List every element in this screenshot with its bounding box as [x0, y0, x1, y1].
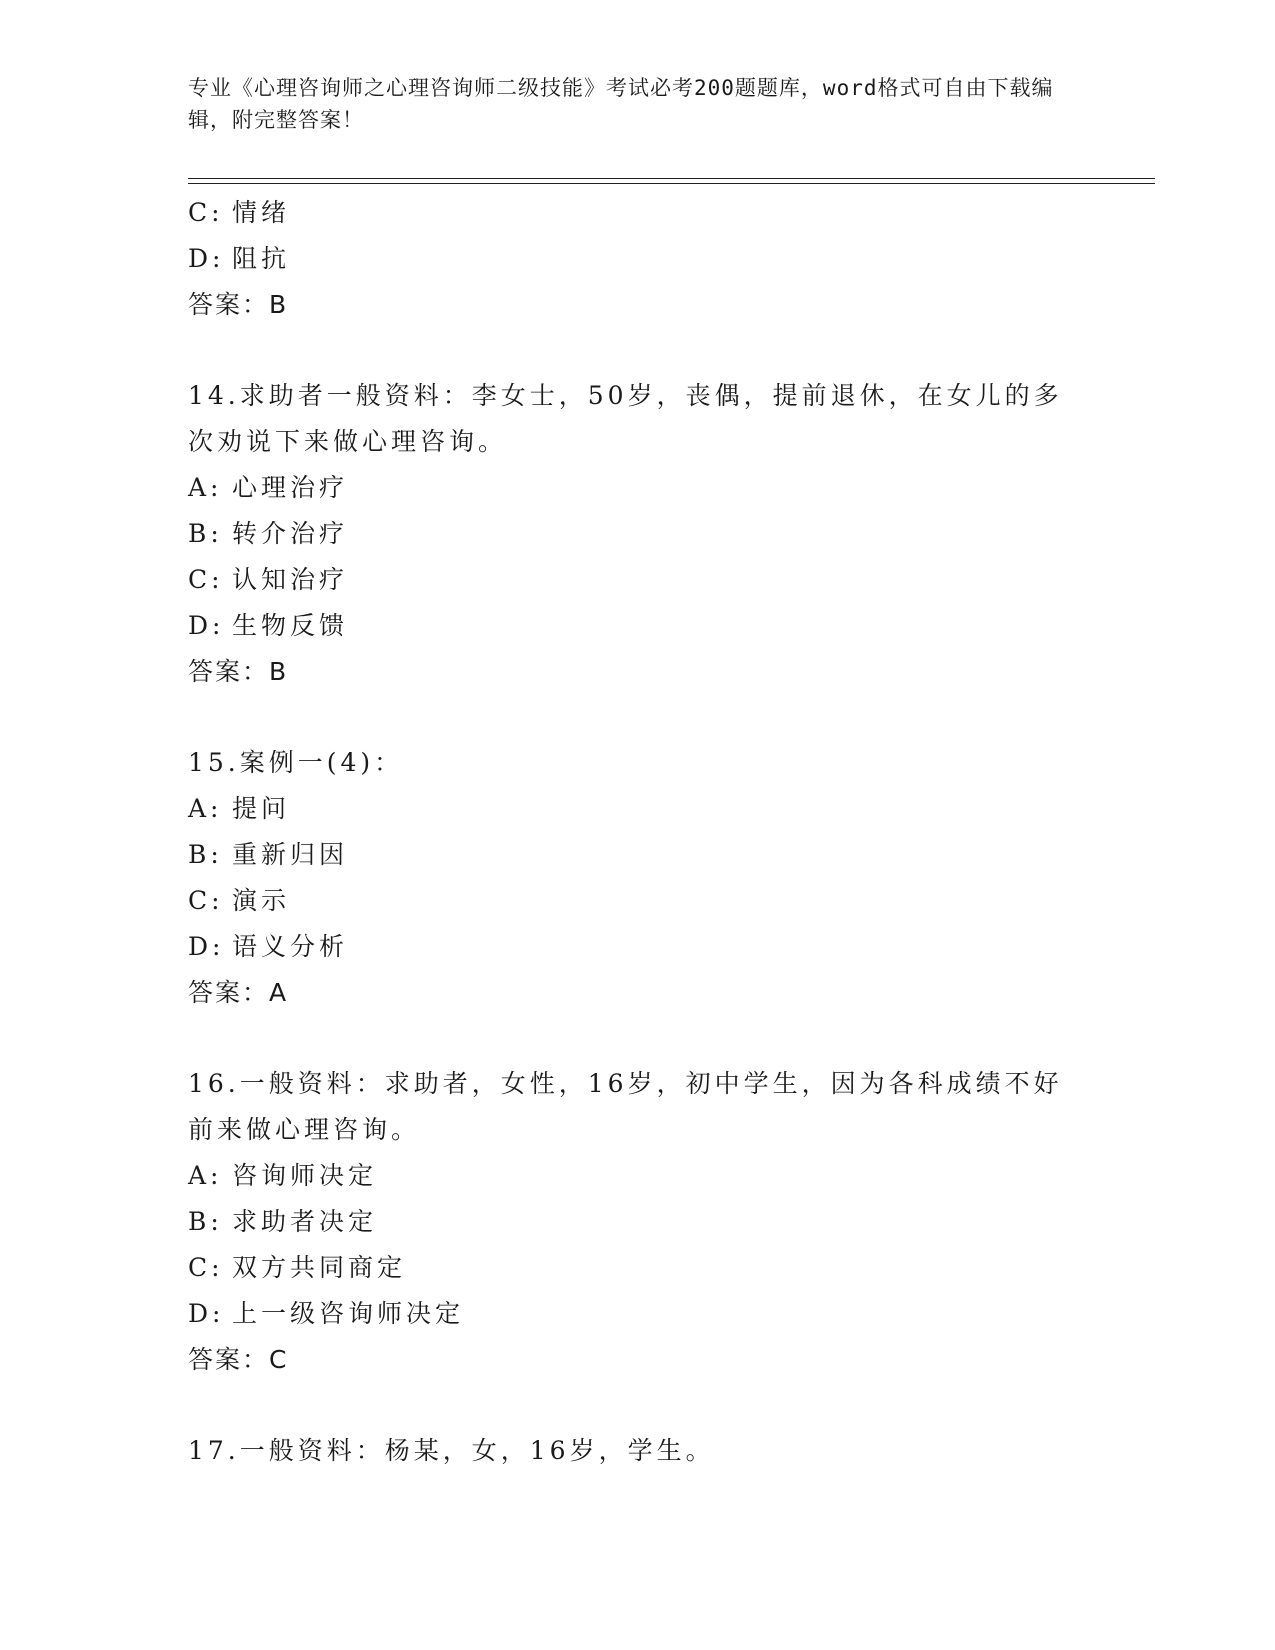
- option-text: 双方共同商定: [232, 1253, 407, 1282]
- question-text: 15.案例一(4)：: [188, 748, 404, 777]
- option-b: [188, 832, 1118, 878]
- question-16: [188, 1061, 1118, 1383]
- option-text: 语义分析: [232, 932, 349, 961]
- option-letter: A:: [188, 794, 223, 823]
- answer-line: 答案：C: [188, 1345, 289, 1374]
- option-text: 演示: [232, 886, 291, 915]
- option-c: [188, 1245, 1118, 1291]
- option-a: [188, 1153, 1118, 1199]
- spacer: [188, 1016, 1118, 1061]
- spacer: [188, 695, 1118, 740]
- option-text: 情绪: [232, 198, 291, 227]
- option-text: 求助者决定: [232, 1207, 378, 1236]
- option-c: [188, 878, 1118, 924]
- option-text: 心理治疗: [232, 473, 349, 502]
- document-header: 专业《心理咨询师之心理咨询师二级技能》考试必考200题题库，word格式可自由下载编辑，附完整答案！: [188, 76, 1054, 132]
- answer-line: 答案：B: [188, 657, 289, 686]
- option-letter: D:: [188, 611, 225, 640]
- question-13-continuation: [188, 190, 1118, 328]
- option-a: [188, 465, 1118, 511]
- option-letter: B:: [188, 1207, 223, 1236]
- option-letter: C:: [188, 198, 224, 227]
- option-a: [188, 786, 1118, 832]
- option-letter: D:: [188, 1299, 225, 1328]
- option-b: [188, 1199, 1118, 1245]
- option-text: 认知治疗: [232, 565, 349, 594]
- question-15: [188, 740, 1118, 1016]
- answer-line: 答案：A: [188, 978, 289, 1007]
- header-rule-bottom: [188, 183, 1155, 184]
- option-d: [188, 1291, 1118, 1337]
- option-c: [188, 557, 1118, 603]
- question-text: 16.一般资料：求助者，女性，16岁，初中学生，因为各科成绩不好前来做心理咨询。: [188, 1069, 1063, 1144]
- option-text: 咨询师决定: [232, 1161, 378, 1190]
- option-c: [188, 190, 1118, 236]
- option-text: 阻抗: [232, 244, 291, 273]
- option-b: [188, 511, 1118, 557]
- question-text: 14.求助者一般资料：李女士，50岁，丧偶，提前退休，在女儿的多次劝说下来做心理咨询。: [188, 381, 1063, 456]
- option-d: [188, 236, 1118, 282]
- option-letter: B:: [188, 519, 223, 548]
- question-17: [188, 1428, 1118, 1474]
- option-letter: D:: [188, 244, 225, 273]
- option-d: [188, 603, 1118, 649]
- option-text: 提问: [232, 794, 291, 823]
- option-letter: A:: [188, 473, 223, 502]
- answer-line: 答案：B: [188, 290, 289, 319]
- option-text: 生物反馈: [232, 611, 349, 640]
- option-letter: C:: [188, 1253, 224, 1282]
- spacer: [188, 328, 1118, 373]
- option-text: 转介治疗: [232, 519, 349, 548]
- header-rule-top: [188, 178, 1155, 179]
- question-14: [188, 373, 1118, 695]
- option-letter: D:: [188, 932, 225, 961]
- option-text: 重新归因: [232, 840, 349, 869]
- option-text: 上一级咨询师决定: [232, 1299, 465, 1328]
- question-text: 17.一般资料：杨某，女，16岁，学生。: [188, 1436, 715, 1465]
- option-letter: C:: [188, 886, 224, 915]
- option-d: [188, 924, 1118, 970]
- option-letter: A:: [188, 1161, 223, 1190]
- spacer: [188, 1383, 1118, 1428]
- option-letter: B:: [188, 840, 223, 869]
- question-content: [188, 190, 1118, 1474]
- option-letter: C:: [188, 565, 224, 594]
